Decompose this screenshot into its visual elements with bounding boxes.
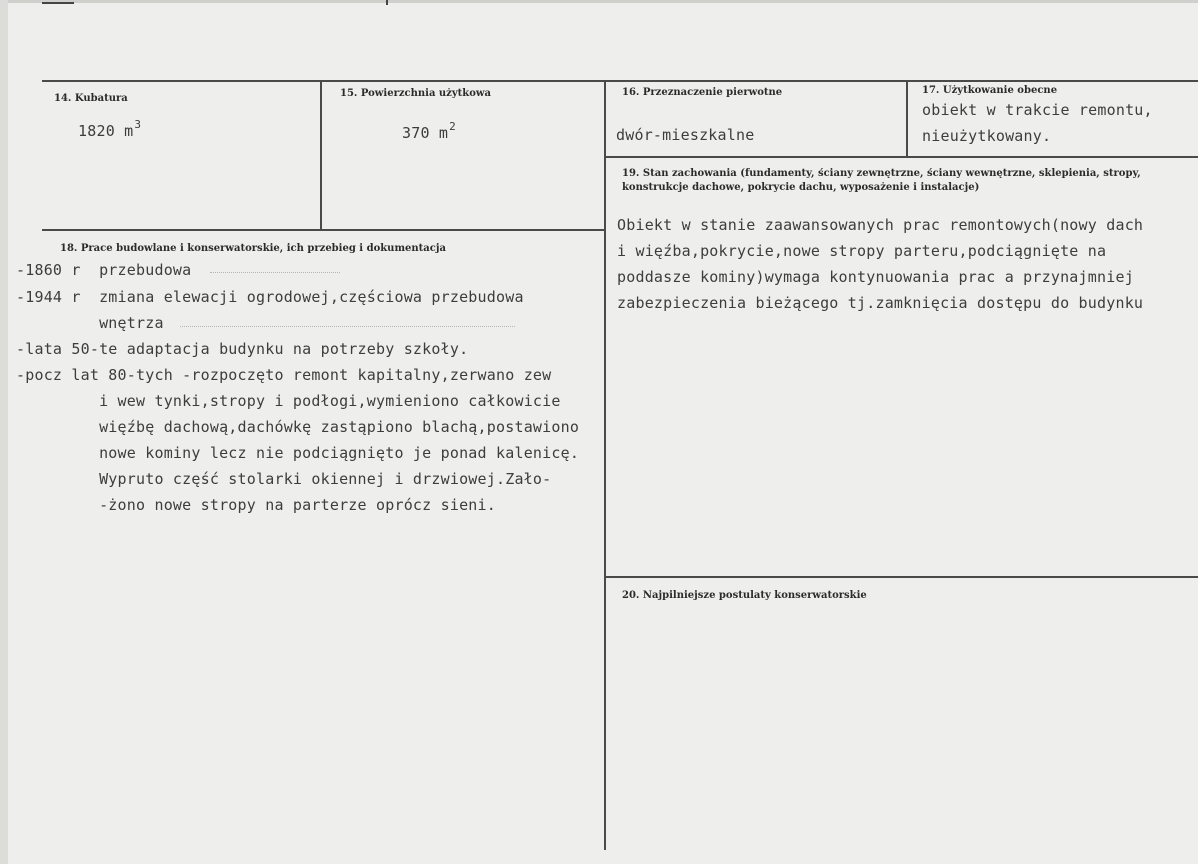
- field-14-value: 1820 $m^3$: [78, 118, 142, 140]
- field-17-label: 17. Użytkowanie obecne: [922, 85, 1058, 96]
- field-19-line-3: poddasze kominy)wymaga kontynuowania prac a przynajmniej: [617, 268, 1134, 286]
- top-center-tick: [386, 0, 388, 5]
- field-18-label: 18. Prace budowlane i konserwatorskie, ich przebieg i dokumentacja: [60, 243, 446, 254]
- field-17-line-1: obiekt w trakcie remontu,: [922, 101, 1153, 119]
- field-15-value: 370 $m^2$: [402, 120, 456, 142]
- line-above-20: [606, 576, 1198, 578]
- field-19-label: 19. Stan zachowania (fundamenty, ściany zewnętrzne, ściany wewnętrzne, sklepienia, stropy, konstrukcje dachowe, pokrycie dachu, wyposażenie i instalacje): [622, 168, 1141, 193]
- page-left-edge: [0, 0, 8, 864]
- page-top-edge: [0, 0, 1198, 3]
- field-18-line-6: i wew tynki,stropy i podłogi,wymieniono całkowicie: [16, 392, 561, 410]
- field-20-label: 20. Najpilniejsze postulaty konserwatorskie: [622, 590, 867, 601]
- field-18-line-7: więźbę dachową,dachówkę zastąpiono blachą,postawiono: [16, 418, 580, 436]
- top-tick-mark: [42, 2, 74, 4]
- field-18-line-3: wnętrza: [16, 314, 164, 332]
- divider-main: [604, 80, 606, 850]
- field-17-line-2: nieużytkowany.: [922, 127, 1052, 145]
- field-18-line-1: -1860 r przebudowa: [16, 261, 192, 279]
- field-15-label: 15. Powierzchnia użytkowa: [340, 88, 491, 99]
- field-18-line-4: -lata 50-te adaptacja budynku na potrzeby szkoły.: [16, 340, 469, 358]
- field-19-line-4: zabezpieczenia bieżącego tj.zamknięcia dostępu do budynku: [617, 294, 1144, 312]
- field-18-line-5: -pocz lat 80-tych -rozpoczęto remont kapitalny,zerwano zew: [16, 366, 552, 384]
- field-18-line-9: Wypruto część stolarki okiennej i drzwiowej.Zało-: [16, 470, 552, 488]
- divider-16-17: [906, 80, 908, 157]
- line-below-16-17: [606, 156, 1198, 158]
- divider-14-15: [320, 80, 322, 231]
- field-18-line-10: -żono nowe stropy na parterze oprócz sieni.: [16, 496, 496, 514]
- field-14-label: 14. Kubatura: [54, 93, 128, 104]
- field-18-line-8: nowe kominy lecz nie podciągnięto je ponad kalenicę.: [16, 444, 580, 462]
- dotted-fill-line: [180, 326, 515, 328]
- field-18-line-2: -1944 r zmiana elewacji ogrodowej,częściowa przebudowa: [16, 288, 524, 306]
- field-19-line-1: Obiekt w stanie zaawansowanych prac remontowych(nowy dach: [617, 216, 1144, 234]
- grid-top-line: [42, 80, 1198, 82]
- field-16-value: dwór-mieszkalne: [616, 126, 755, 144]
- line-below-14-15: [42, 229, 606, 231]
- field-16-label: 16. Przeznaczenie pierwotne: [622, 87, 783, 98]
- field-19-line-2: i więźba,pokrycie,nowe stropy parteru,podciągnięte na: [617, 242, 1107, 260]
- dotted-fill-line: [210, 272, 340, 274]
